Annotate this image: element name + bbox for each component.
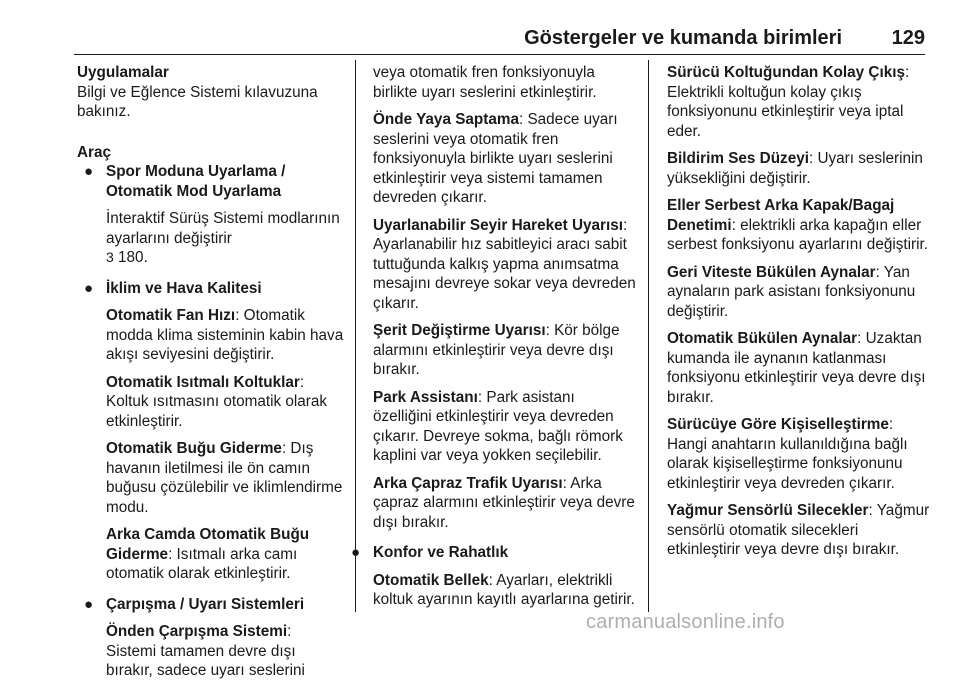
item-body: Arka Çapraz Trafik Uyarısı: Arka çapraz alarmını etkinleştirir veya devre dışı bırakır.: [373, 474, 635, 531]
item-body: Otomatik Buğu Giderme: Dış havanın iletilmesi ile ön camın buğusu çözülebilir ve iklimlendirme modu.: [106, 440, 343, 516]
column-divider-1: [355, 60, 356, 612]
item-body: Sürücü Koltuğundan Kolay Çıkış: Elektrikli koltuğun kolay çıkış fonksiyonunu etkinleştirir veya iptal eder.: [667, 64, 910, 140]
item-body: Otomatik Isıtmalı Koltuklar: Koltuk ısıtmasını otomatik olarak etkinleştirir.: [106, 373, 328, 430]
item-title: Konfor ve Rahatlık: [373, 544, 509, 561]
item-body: Yağmur Sensörlü Silecekler: Yağmur sensörlü otomatik silecekleri etkinleştirir veya devre dışı bırakır.: [667, 502, 930, 558]
item-body: Şerit Değiştirme Uyarısı: Kör bölge alarmını etkinleştirir veya devre dışı bırakır.: [373, 322, 620, 378]
list-item-collision: [77, 595, 345, 615]
item-body: Geri Viteste Bükülen Aynalar: Yan aynaların park asistanı fonksiyonunu değiştirir.: [667, 263, 916, 320]
column-right: [667, 63, 932, 560]
header-divider: [74, 54, 925, 55]
item-body: Arka Camda Otomatik Buğu Giderme: Isıtmalı arka camı otomatik olarak etkinleştirir.: [106, 526, 310, 582]
list-item-sport: [77, 162, 345, 201]
page-reference: 180.: [118, 249, 148, 266]
list-item-climate: [77, 279, 345, 299]
page-header: [0, 0, 960, 60]
bullet-icon: ●: [351, 544, 361, 561]
bullet-icon: ●: [84, 163, 94, 180]
item-title: Çarpışma / Uyarı Sistemleri: [106, 595, 305, 613]
section-heading-apps: Uygulamalar: [77, 64, 169, 81]
item-body: Önden Çarpışma Sistemi: Sistemi tamamen devre dışı bırakır, sadece uyarı seslerini: [106, 623, 305, 679]
item-body: Park Assistanı: Park asistanı özelliğini etkinleştirir veya devreden çıkarır. Devreye sokma, bağlı römork kaplini var veya yokken seçilebilir.: [373, 388, 623, 464]
item-body: Bildirim Ses Düzeyi: Uyarı seslerinin yüksekliğini değiştirir.: [667, 150, 923, 187]
item-body: İnteraktif Sürüş Sistemi modlarının ayarlarını değiştirir 3 180.: [106, 210, 340, 266]
page-number: 129: [891, 27, 925, 49]
item-body: Otomatik Bellek: Ayarları, elektrikli koltuk ayarının kayıtlı ayarlarına getirir.: [373, 571, 635, 608]
column-middle: [351, 63, 637, 610]
item-body: Otomatik Fan Hızı: Otomatik modda klima sisteminin kabin hava akışı seviyesini değiştirir.: [106, 307, 344, 363]
watermark: carmanualsonline.info: [586, 611, 785, 633]
item-body: Sürücüye Göre Kişiselleştirme: Hangi anahtarın kullanıldığına bağlı olarak kişiselleştirme fonksiyonunu etkinleştirir veya devreden çıkarır.: [667, 416, 908, 492]
column-left: [77, 63, 345, 681]
list-item-comfort: [344, 543, 637, 563]
page-title: Göstergeler ve kumanda birimleri: [524, 27, 842, 49]
item-title: İklim ve Hava Kalitesi: [106, 279, 262, 297]
page-reference-icon: 3: [106, 249, 114, 265]
item-body: Otomatik Bükülen Aynalar: Uzaktan kumanda ile aynanın katlanması fonksiyonu etkinleştirir veya devre dışı bırakır.: [667, 330, 926, 406]
item-title: Spor Moduna Uyarlama / Otomatik Mod Uyarlama: [106, 163, 286, 200]
apps-text: Bilgi ve Eğlence Sistemi kılavuzuna bakınız.: [77, 83, 318, 120]
item-body: Eller Serbest Arka Kapak/Bagaj Denetimi: elektrikli arka kapağın eller serbest fonksiyonu ayarlarını değiştirir.: [667, 197, 929, 253]
item-body: Uyarlanabilir Seyir Hareket Uyarısı: Ayarlanabilir hız sabitleyici aracı sabit tuttuğunda kalkış yapma anımsatma mesajını devreye sokar veya devreden çıkarır.: [373, 216, 636, 312]
item-body: veya otomatik fren fonksiyonuyla birlikte uyarı seslerini etkinleştirir.: [373, 64, 597, 101]
bullet-icon: ●: [84, 279, 94, 297]
bullet-icon: ●: [84, 595, 94, 613]
item-body: Önde Yaya Saptama: Sadece uyarı seslerini veya otomatik fren fonksiyonuyla birlikte uyarı seslerini etkinleştirir veya sistemi tamamen devreden çıkarır.: [373, 111, 618, 206]
section-heading-vehicle: Araç: [77, 143, 112, 161]
column-divider-2: [648, 60, 649, 612]
